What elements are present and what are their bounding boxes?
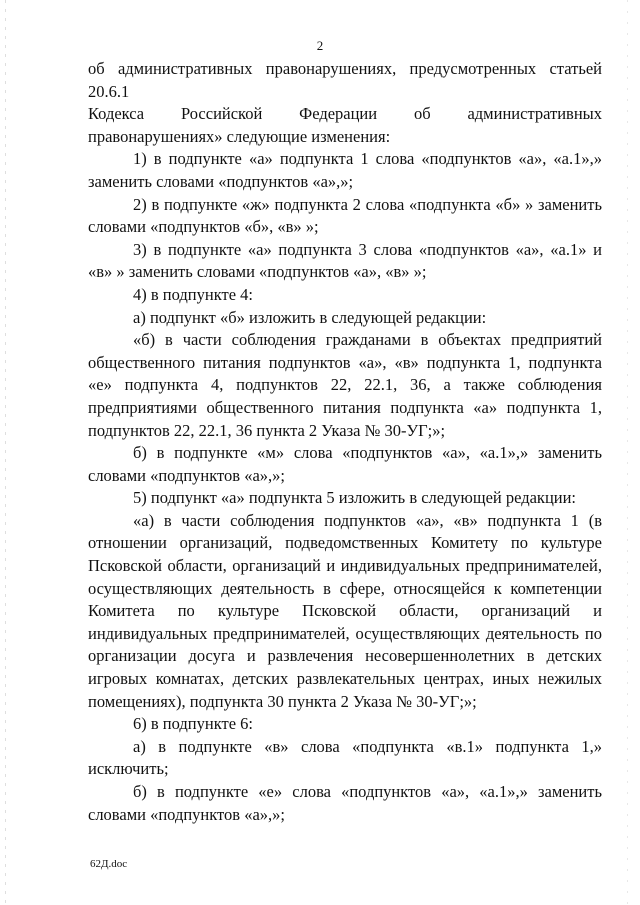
paragraph-intro-line-1: об административных правонарушениях, предусмотренных статьей 20.6.1 (88, 59, 602, 101)
paragraph-item-4: 4) в подпункте 4: (133, 284, 253, 304)
paragraph-item-5: 5) подпункт «а» подпункта 5 изложить в следующей редакции: (133, 488, 577, 508)
scan-edge-right (627, 0, 628, 905)
paragraph-intro (88, 58, 602, 148)
paragraph-intro-line-3: правонарушениях» следующие изменения: (88, 126, 391, 146)
footer-filename: 62Д.doc (90, 858, 128, 870)
scan-edge-left (5, 0, 6, 905)
paragraph-item-3: 3) в подпункте «а» подпункта 3 слова «подпунктов «а», «а.1» и «в» » заменить словами «подпунктов «а», «в» »; (88, 239, 602, 282)
paragraph-item-4a: а) подпункт «б» изложить в следующей редакции: (133, 307, 487, 327)
paragraph-item-4b: б) в подпункте «м» слова «подпунктов «а», «а.1»,» заменить словами «подпунктов «а»,»; (88, 443, 602, 485)
paragraph-item-4a-text: «б) в части соблюдения гражданами в объектах предприятий общественного питания подпунктов «а», «в» подпункта 1, подпункта «е» подпункта 4, подпунктов 22, 22.1, 36, а также соблюдения предприятиями общественного питания подпункта «а» подпункта 1, подпунктов 22, 22.1, 36 пункта 2 Указа № 30-УГ;»; (88, 330, 602, 440)
paragraph-item-6: 6) в подпункте 6: (133, 714, 253, 734)
paragraph-item-5a-text: «а) в части соблюдения подпунктов «а», «в» подпункта 1 (в отношении организаций, подведомственных Комитету по культуре Псковской области, организаций и индивидуальных предпринимателей, осуществляющих деятельность в сфере, относящейся к компетенции Комитета по культуре Псковской области, организаций и индивидуальных предпринимателей, осуществляющих деятельность по организации досуга и развлечения несовершеннолетних в детских игровых комнатах, детских развлекательных центрах, иных нежилых помещениях), подпункта 30 пункта 2 Указа № 30-УГ;»; (88, 510, 602, 711)
paragraph-item-6b: б) в подпункте «е» слова «подпунктов «а», «а.1»,» заменить словами «подпунктов «а»,»; (88, 782, 602, 824)
paragraph-item-6a: а) в подпункте «в» слова «подпункта «в.1» подпункта 1,» исключить; (88, 736, 602, 779)
document-body (88, 58, 602, 826)
paragraph-item-1: 1) в подпункте «а» подпункта 1 слова «подпунктов «а», «а.1»,» заменить словами «подпунктов «а»,»; (88, 149, 602, 191)
paragraph-intro-line-2: Кодекса Российской Федерации об административных (88, 104, 602, 124)
paragraph-item-2: 2) в подпункте «ж» подпункта 2 слова «подпункта «б» » заменить словами «подпунктов «б», «в» »; (88, 194, 602, 237)
page-number: 2 (316, 38, 324, 53)
